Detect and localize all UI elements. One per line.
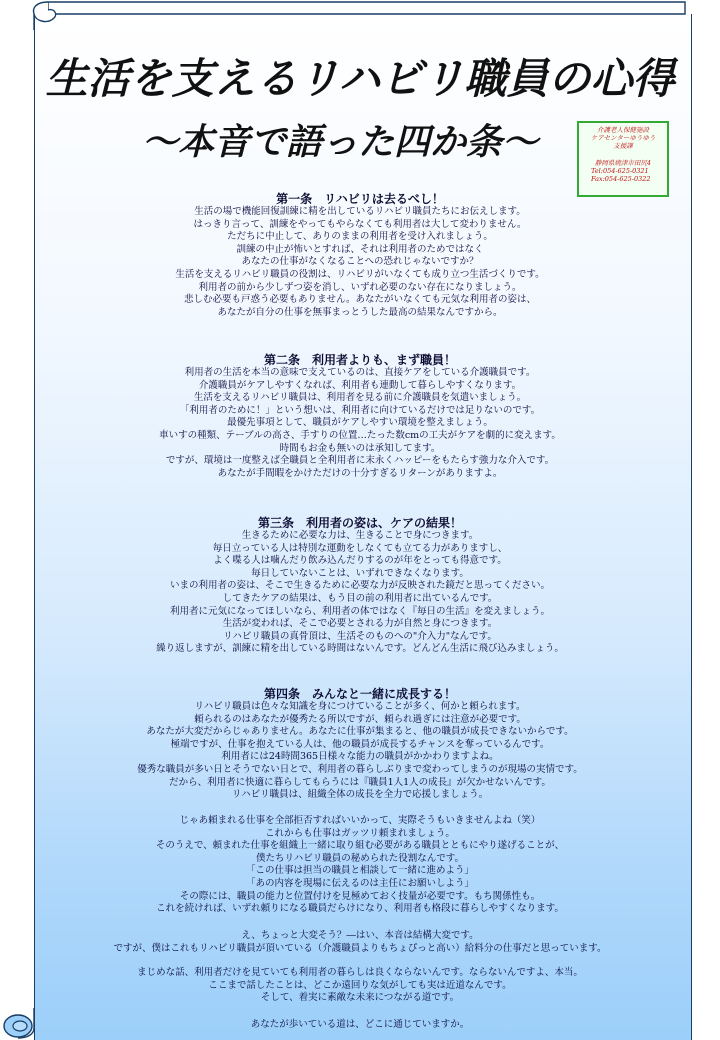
article-line: ただちに中止して、ありのままの利用者を受け入れましょう。 [227,231,493,243]
article-line: 悲しむ必要も戸惑う必要もありません。あなたがいなくても元気な利用者の姿は、 [183,294,537,306]
closing-line: これからも仕事はガッツリ頼まれましょう。 [265,827,455,839]
info-line: ケアセンターゆうゆう [590,134,656,143]
info-tel: Tel:054-625-0321 [591,166,649,175]
article-line: 最優先事項として、職員がケアしやすい環境を整えましょう。 [227,417,493,429]
page-subtitle: ～本音で語った四か条～ [141,122,538,163]
article-heading: 第四条 みんなと一緒に成長する！ [263,687,456,701]
article-line: あなたが自分の仕事を無事まっとうした最高の結果なんですから。 [217,306,503,318]
article-heading: 第一条 リハビリは去るべし！ [276,192,444,206]
article-line: よく喋る人は噛んだり飲み込んだりするのが年をとっても得意です。 [213,555,507,567]
article-line: リハビリ職員は、組織全体の成長を全力で応援しましょう。 [231,789,489,801]
info-address: 静岡県焼津市田尻4 [594,158,652,167]
closing-paragraph-2 [60,930,660,955]
closing-paragraph-3 [60,967,660,1005]
article-line: 介護職員がケアしやすくなれば、利用者も連動して暮らしやすくなります。 [198,379,522,391]
closing-line: あなたが歩いている道は、どこに通じていますか。 [250,1019,470,1030]
article-1 [80,192,640,319]
article-line: 生きるために必要な力は、生きることで身につきます。 [241,530,479,541]
article-3 [80,516,640,656]
info-line: 支援課 [613,142,633,151]
article-2 [80,353,640,480]
article-heading: 第三条 利用者の姿は、ケアの結果！ [257,516,462,530]
article-line: 利用者に元気になってほしいなら、利用者の体ではなく『毎日の生活』を変えましょう。 [169,605,550,617]
article-line: あなたの仕事がなくなることへの恐れじゃないですか？ [241,256,479,268]
closing-line: まじめな話、利用者だけを見ていても利用者の暮らしは良くならないんです。ならないんですよ、本当。 [137,967,583,978]
article-line: 毎日立っている人は特別な運動をしなくても立てる力がありますし、 [212,542,508,554]
closing-line: ですが、僕はこれもリハビリ職員が頂いている（介護職員よりもちょぴっと高い）給料分の仕事だと思っています。 [113,942,607,954]
closing-line: 「あの内容を現場に伝えるのは主任にお願いしよう」 [245,877,474,889]
article-line: 生活を支えるリハビリ職員の役割は、リハビリがいなくても成り立つ生活づくりです。 [175,268,545,280]
article-line: 繰り返しますが、訓練に精を出している時間はないんです。どんどん生活に飛び込みましょう。 [156,643,564,655]
article-4 [80,687,640,802]
article-line: してきたケアの結果は、もう目の前の利用者に出ているんです。 [222,592,498,604]
facility-info-box [577,121,669,197]
article-line: 利用者の生活を本当の意味で支えているのは、直接ケアをしている介護職員です。 [184,367,536,378]
scroll-bottom-curl [0,1008,60,1040]
closing-line: 僕たちリハビリ職員の秘められた役割なんです。 [256,852,464,864]
article-line: あなたが手間暇をかけただけの十分すぎるリターンがありますよ。 [217,467,503,479]
closing-line: じゃあ頼まれる仕事を全部拒否すればいいかって、実際そうもいきませんよね（笑） [179,815,541,826]
article-line: 頼られるのはあなたが優秀たる所以ですが、頼られ過ぎには注意が必要です。 [194,713,526,725]
closing-line: え、ちょっと大変そう？―はい、本音は結構大変です。 [241,930,479,941]
article-line: 生活を支えるリハビリ職員は、利用者を見る前に介護職員を気遣いましょう。 [193,392,527,404]
scroll-top-curl [30,0,690,30]
closing-line: その際には、職員の能力と位置付けを見極めておく技量が必要です。もち関係性も。 [179,890,541,902]
article-line: 生活が変われば、そこで必要とされる力が自然と身につきます。 [222,618,498,630]
article-line: 時間もお金も無いのは承知してます。 [279,442,441,454]
article-line: 極端ですが、仕事を抱えている人は、他の職員が成長するチャンスを奪っているんです。 [170,738,550,750]
article-line: 車いすの種類、テーブルの高さ、手すりの位置…たった数cmの工夫がケアを劇的に変えます。 [159,429,561,441]
closing-paragraph-4 [60,1019,660,1032]
article-line: リハビリ職員の真骨頂は、生活そのものへの"介入力"なんです。 [223,630,497,642]
closing-line: 「この仕事は担当の職員と相談して一緒に進めよう」 [245,865,474,877]
article-line: はっきり言って、訓練をやってもやらなくても利用者は大して変わりません。 [193,218,527,230]
article-line: リハビリ職員は色々な知識を身につけていることが多く、何かと頼られます。 [194,701,526,712]
article-line: いまの利用者の姿は、そこで生きるために必要な力が反映された鏡だと思ってください。 [169,580,550,592]
article-line: 「利用者のために！」という想いは、利用者に向けているだけでは足りないのです。 [179,404,541,416]
closing-line: そのうえで、頼まれた仕事を組織上一緒に取り組む必要がある職員とともにやり遂げることが、 [155,840,565,852]
article-line: だから、利用者に快適に暮らしてもらうには『職員1人1人の成長』が欠かせないんです。 [169,776,551,788]
closing-line: ここまで話したことは、どこか遠回りな気がしても実は近道なんです。 [208,979,512,991]
article-line: 優秀な職員が多い日とそうでない日とで、利用者の暮らしぶりまで変わってしまうのが現場の実情です。 [137,763,583,775]
article-heading: 第二条 利用者よりも、まず職員！ [263,353,456,367]
info-fax: Fax:054-625-0322 [591,175,651,184]
article-line: あなたが大変だからじゃありません。あなたに仕事が集まると、他の職員が成長できないからです。 [146,726,574,738]
article-line: 利用者には24時間365日様々な能力の職員がかかわりますよね。 [221,751,499,763]
closing-line: これを続ければ、いずれ頼りになる職員だらけになり、利用者も格段に暮らしやすくなります。 [156,903,564,915]
closing-line: そして、着実に素敵な未来につながる道です。 [260,992,460,1004]
info-line: 介護老人保健施設 [597,126,649,134]
article-line: 生活の場で機能回復訓練に精を出しているリハビリ職員たちにお伝えします。 [194,206,526,217]
article-line: 利用者の前から少しずつ姿を消し、いずれ必要のない存在になりましょう。 [198,281,522,293]
article-line: ですが、環境は一度整えば全職員と全利用者に末永くハッピーをもたらす強力な介入です。 [165,455,555,467]
article-line: 毎日していないことは、いずれできなくなります。 [251,567,469,579]
page-title: 生活を支えるリハビリ職員の心得 [45,54,675,103]
closing-paragraph-1 [60,815,660,916]
article-line: 訓練の中止が怖いとすれば、それは利用者のためではなく [236,243,484,255]
